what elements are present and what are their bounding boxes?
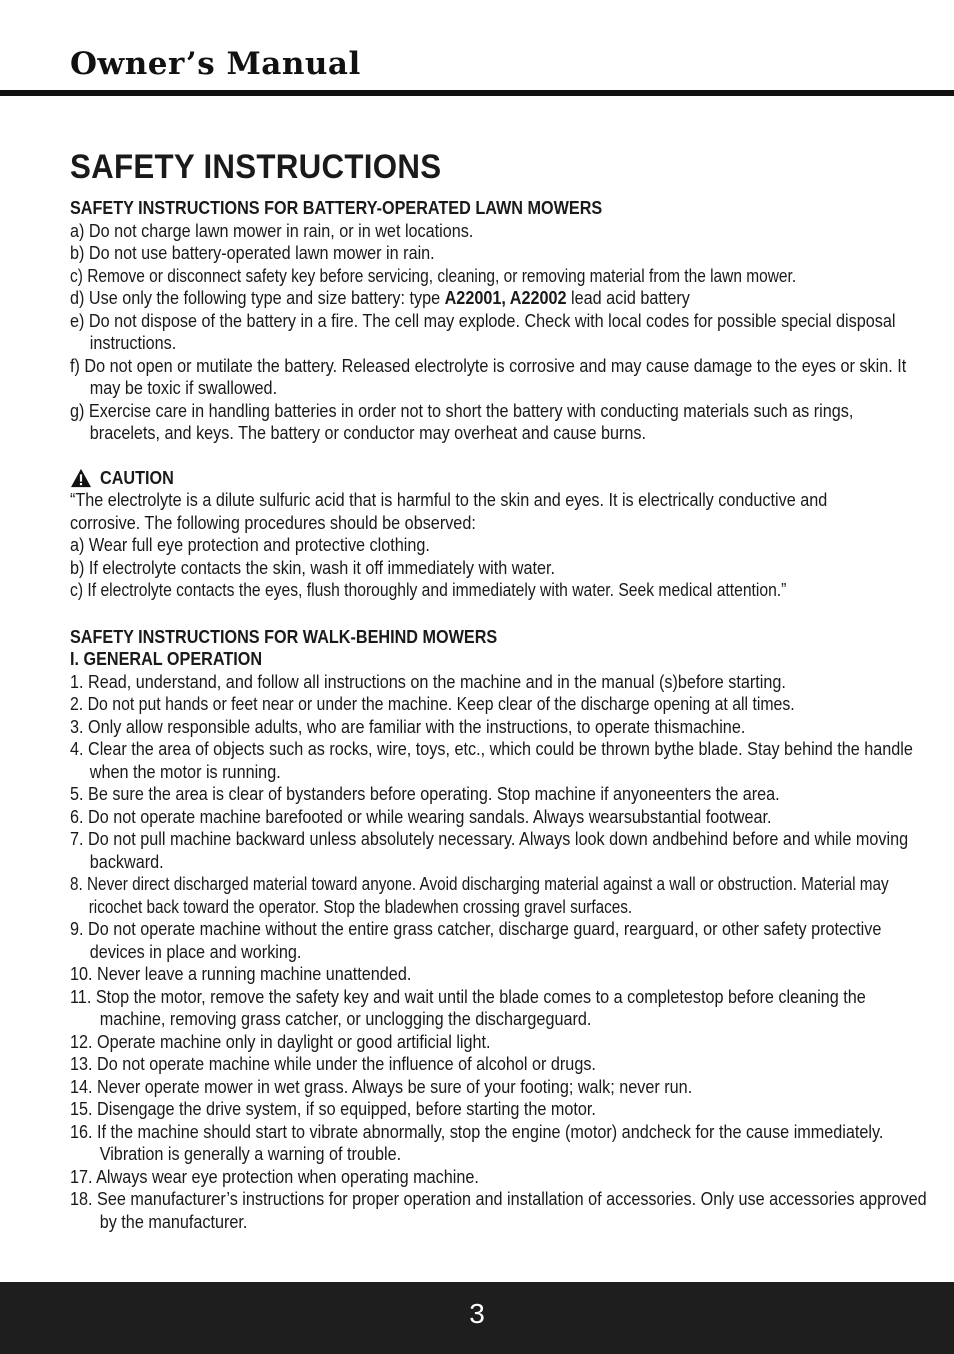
battery-item-d-prefix: d) Use only the following type and size battery: type	[70, 288, 445, 308]
walk-item-6: 6. Do not operate machine barefooted or while wearing sandals. Always wearsubstantial footwear.	[70, 806, 772, 827]
battery-item-c: c) Remove or disconnect safety key before servicing, cleaning, or removing material from the lawn mower.	[70, 265, 797, 286]
general-operation-heading: I. GENERAL OPERATION	[70, 649, 263, 669]
walk-item-15: 15. Disengage the drive system, if so equipped, before starting the motor.	[70, 1099, 596, 1119]
walk-item-5: 5. Be sure the area is clear of bystanders before operating. Stop machine if anyoneenters the area.	[70, 784, 780, 804]
page-number: 3	[469, 1298, 485, 1329]
caution-item-a: a) Wear full eye protection and protective clothing.	[70, 535, 430, 555]
caution-item-b: b) If electrolyte contacts the skin, wash it off immediately with water.	[70, 557, 556, 578]
caution-intro: “The electrolyte is a dilute sulfuric acid that is harmful to the skin and eyes. It is electrically conductive and corrosive. The following procedures should be observed:	[70, 490, 828, 533]
battery-item-a: a) Do not charge lawn mower in rain, or in wet locations.	[70, 220, 474, 241]
manual-title: Owner’s Manual	[70, 46, 361, 82]
battery-item-g: g) Exercise care in handling batteries in order not to short the battery with conducting materials such as rings, bracelets, and keys. The battery or conductor may overheat and cause burns.	[70, 400, 854, 443]
walk-item-8: 8. Never direct discharged material toward anyone. Avoid discharging material against a wall or obstruction. Material may ricochet back toward the operator. Stop the bladewhen crossing gravel surfaces.	[70, 874, 889, 917]
walk-item-18: 18. See manufacturer’s instructions for proper operation and installation of accessories. Only use accessories approved by the manufacturer.	[70, 1189, 927, 1232]
caution-heading	[70, 467, 900, 490]
caution-item-c: c) If electrolyte contacts the eyes, flush thoroughly and immediately with water. Seek medical attention.”	[70, 580, 787, 600]
battery-item-f: f) Do not open or mutilate the battery. Released electrolyte is corrosive and may cause damage to the eyes or skin. It may be toxic if swallowed.	[70, 355, 907, 398]
warning-icon	[70, 468, 92, 488]
walk-item-12: 12. Operate machine only in daylight or good artificial light.	[70, 1031, 491, 1052]
walk-item-1: 1. Read, understand, and follow all instructions on the machine and in the manual (s)before starting.	[70, 671, 786, 692]
battery-item-e: e) Do not dispose of the battery in a fire. The cell may explode. Check with local codes for possible special disposal instructions.	[70, 310, 896, 353]
caution-label: CAUTION	[100, 467, 174, 488]
walk-item-3: 3. Only allow responsible adults, who are familiar with the instructions, to operate thismachine.	[70, 716, 746, 737]
battery-item-b: b) Do not use battery-operated lawn mower in rain.	[70, 243, 435, 263]
walk-item-13: 13. Do not operate machine while under the influence of alcohol or drugs.	[70, 1054, 596, 1074]
battery-section-heading: SAFETY INSTRUCTIONS FOR BATTERY-OPERATED LAWN MOWERS	[70, 198, 603, 218]
walk-item-11: 11. Stop the motor, remove the safety key and wait until the blade comes to a completestop before cleaning the machine, removing grass catcher, or unclogging the dischargeguard.	[70, 986, 866, 1029]
walk-item-17: 17. Always wear eye protection when operating machine.	[70, 1166, 479, 1187]
walk-item-7: 7. Do not pull machine backward unless absolutely necessary. Always look down andbehind before and while moving backward.	[70, 829, 909, 872]
page-title: SAFETY INSTRUCTIONS	[70, 148, 442, 186]
walk-item-10: 10. Never leave a running machine unattended.	[70, 964, 412, 984]
header-divider	[0, 90, 954, 96]
battery-item-d	[70, 287, 919, 310]
walk-item-9: 9. Do not operate machine without the entire grass catcher, discharge guard, rearguard, or other safety protective devices in place and working.	[70, 919, 882, 962]
walk-item-2: 2. Do not put hands or feet near or under the machine. Keep clear of the discharge opening at all times.	[70, 694, 795, 714]
walk-item-16: 16. If the machine should start to vibrate abnormally, stop the engine (motor) andcheck for the cause immediately. Vibration is generally a warning of trouble.	[70, 1121, 884, 1164]
main-content	[70, 148, 927, 1233]
walk-section-heading: SAFETY INSTRUCTIONS FOR WALK-BEHIND MOWERS	[70, 626, 498, 647]
walk-item-14: 14. Never operate mower in wet grass. Always be sure of your footing; walk; never run.	[70, 1076, 693, 1097]
battery-model-numbers: A22001, A22002	[444, 288, 567, 308]
walk-item-4: 4. Clear the area of objects such as rocks, wire, toys, etc., which could be thrown bythe blade. Stay behind the handle when the motor is running.	[70, 739, 913, 782]
battery-item-d-suffix: lead acid battery	[566, 288, 690, 308]
